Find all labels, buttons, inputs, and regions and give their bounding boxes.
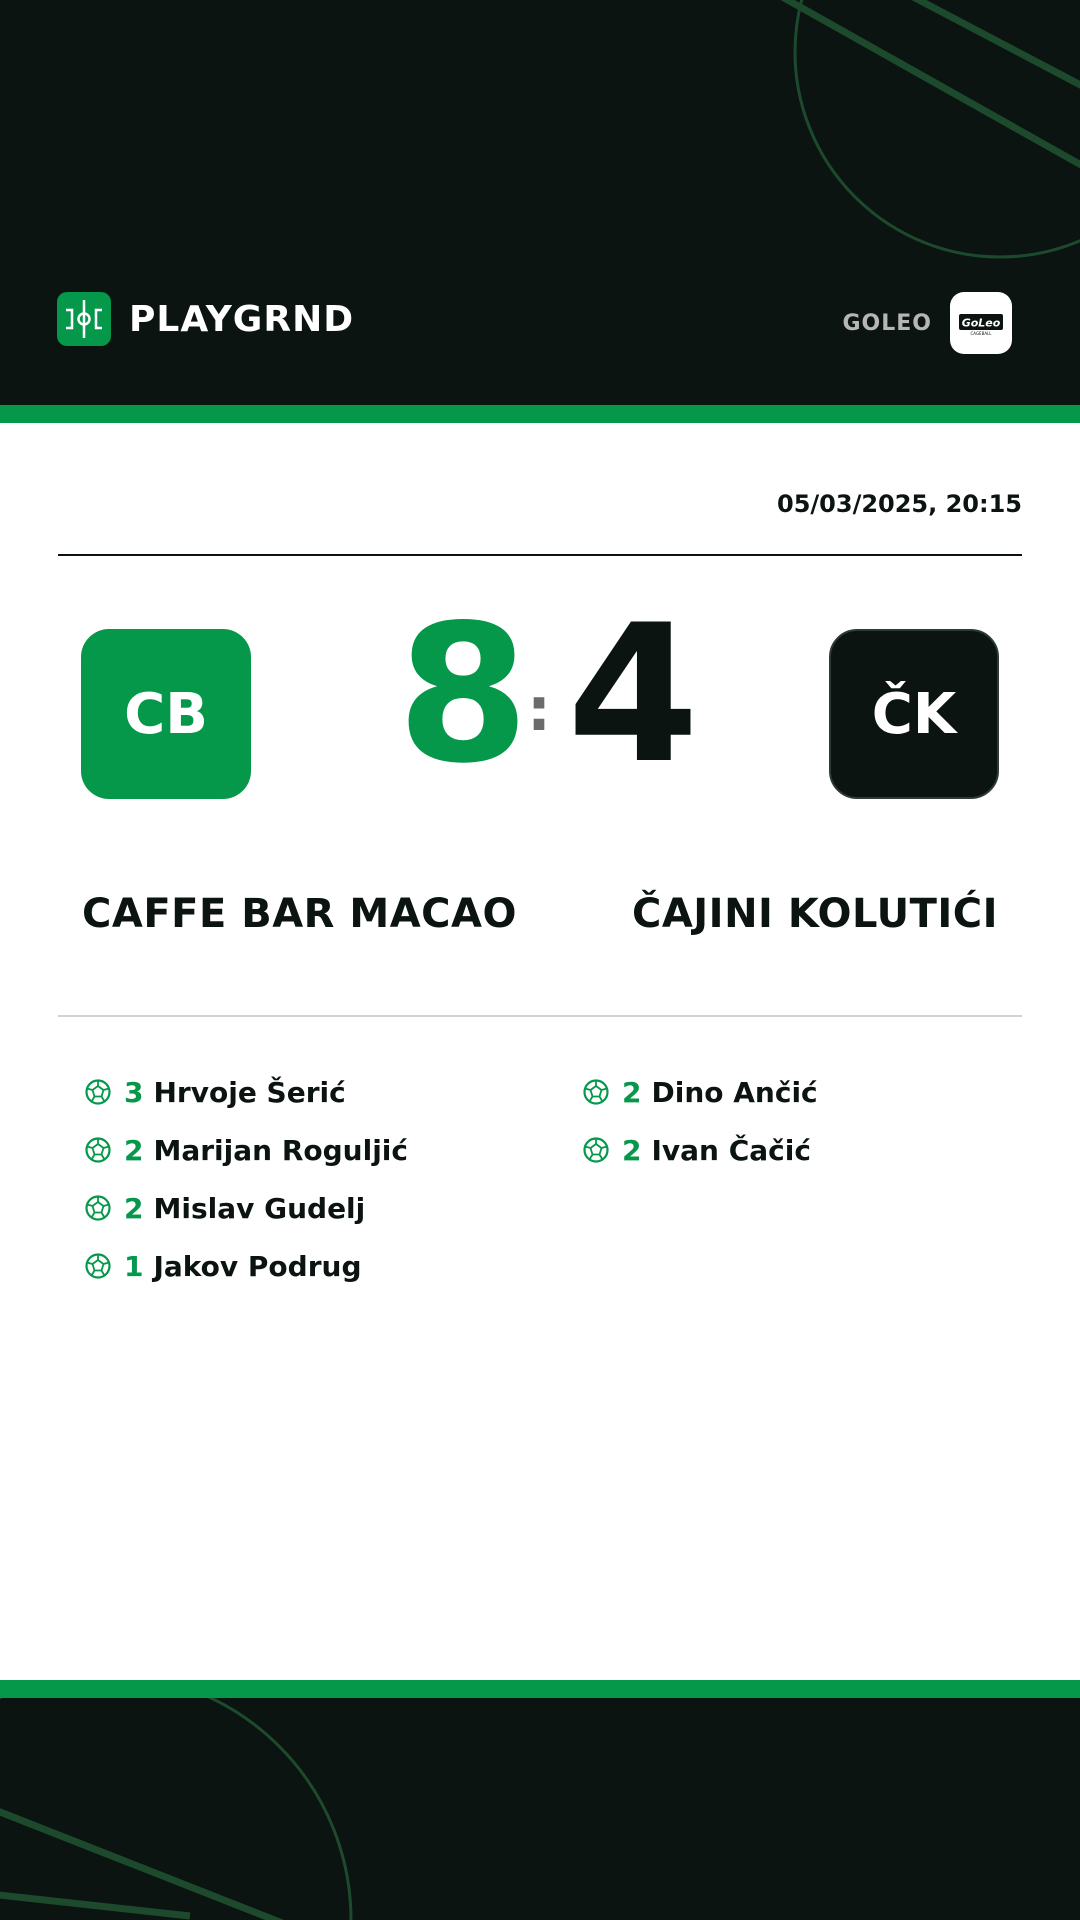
divider bbox=[58, 1015, 1022, 1017]
scorer-item bbox=[84, 1237, 408, 1295]
partner bbox=[842, 292, 1012, 354]
home-team-abbr: CB bbox=[124, 681, 208, 747]
match-datetime: 05/03/2025, 20:15 bbox=[777, 490, 1022, 518]
scorer-name: Mislav Gudelj bbox=[153, 1191, 366, 1225]
footer bbox=[0, 1698, 1080, 1920]
away-score: 4 bbox=[567, 584, 700, 805]
scorer-name: Marijan Roguljić bbox=[153, 1133, 408, 1167]
scorer-name: Jakov Podrug bbox=[153, 1249, 362, 1283]
partner-name: GOLEO bbox=[842, 310, 932, 336]
scorer-goals: 2 bbox=[124, 1133, 144, 1167]
scorer-item bbox=[84, 1179, 408, 1237]
scorer-name: Ivan Čačić bbox=[651, 1133, 811, 1167]
soccer-ball-icon bbox=[84, 1078, 112, 1106]
partner-logo bbox=[950, 292, 1012, 354]
scorer-item bbox=[582, 1063, 818, 1121]
away-scorers-list bbox=[582, 1063, 818, 1179]
divider bbox=[58, 554, 1022, 556]
away-team-name: ČAJINI KOLUTIĆI bbox=[631, 891, 998, 937]
soccer-field-icon bbox=[57, 292, 111, 346]
scorer-item bbox=[582, 1121, 818, 1179]
away-team-abbr: ČK bbox=[871, 681, 957, 747]
accent-bar-top bbox=[0, 405, 1080, 423]
scorer-goals: 2 bbox=[622, 1075, 642, 1109]
pitch-lines-decoration bbox=[0, 1698, 1080, 1920]
scorer-name: Dino Ančić bbox=[651, 1075, 818, 1109]
partner-logo-text: GoLeo bbox=[961, 316, 1001, 330]
accent-bar-bottom bbox=[0, 1680, 1080, 1698]
score-separator: : bbox=[527, 675, 551, 745]
scorer-item bbox=[84, 1121, 408, 1179]
brand bbox=[57, 292, 354, 346]
soccer-ball-icon bbox=[84, 1252, 112, 1280]
header bbox=[0, 0, 1080, 405]
home-score: 8 bbox=[397, 584, 530, 805]
scorer-name: Hrvoje Šerić bbox=[153, 1075, 346, 1109]
scorer-goals: 2 bbox=[622, 1133, 642, 1167]
soccer-ball-icon bbox=[84, 1194, 112, 1222]
brand-name: PLAYGRND bbox=[129, 298, 355, 340]
soccer-ball-icon bbox=[582, 1078, 610, 1106]
away-team-badge bbox=[829, 629, 999, 799]
scorer-goals: 1 bbox=[124, 1249, 144, 1283]
partner-logo-subtext: CAGEBALL bbox=[970, 331, 992, 336]
home-team-name: CAFFE BAR MACAO bbox=[82, 891, 517, 937]
scorer-goals: 3 bbox=[124, 1075, 144, 1109]
home-scorers-list bbox=[84, 1063, 408, 1295]
soccer-ball-icon bbox=[582, 1136, 610, 1164]
soccer-ball-icon bbox=[84, 1136, 112, 1164]
scorer-goals: 2 bbox=[124, 1191, 144, 1225]
home-team-badge bbox=[81, 629, 251, 799]
scorer-item bbox=[84, 1063, 408, 1121]
